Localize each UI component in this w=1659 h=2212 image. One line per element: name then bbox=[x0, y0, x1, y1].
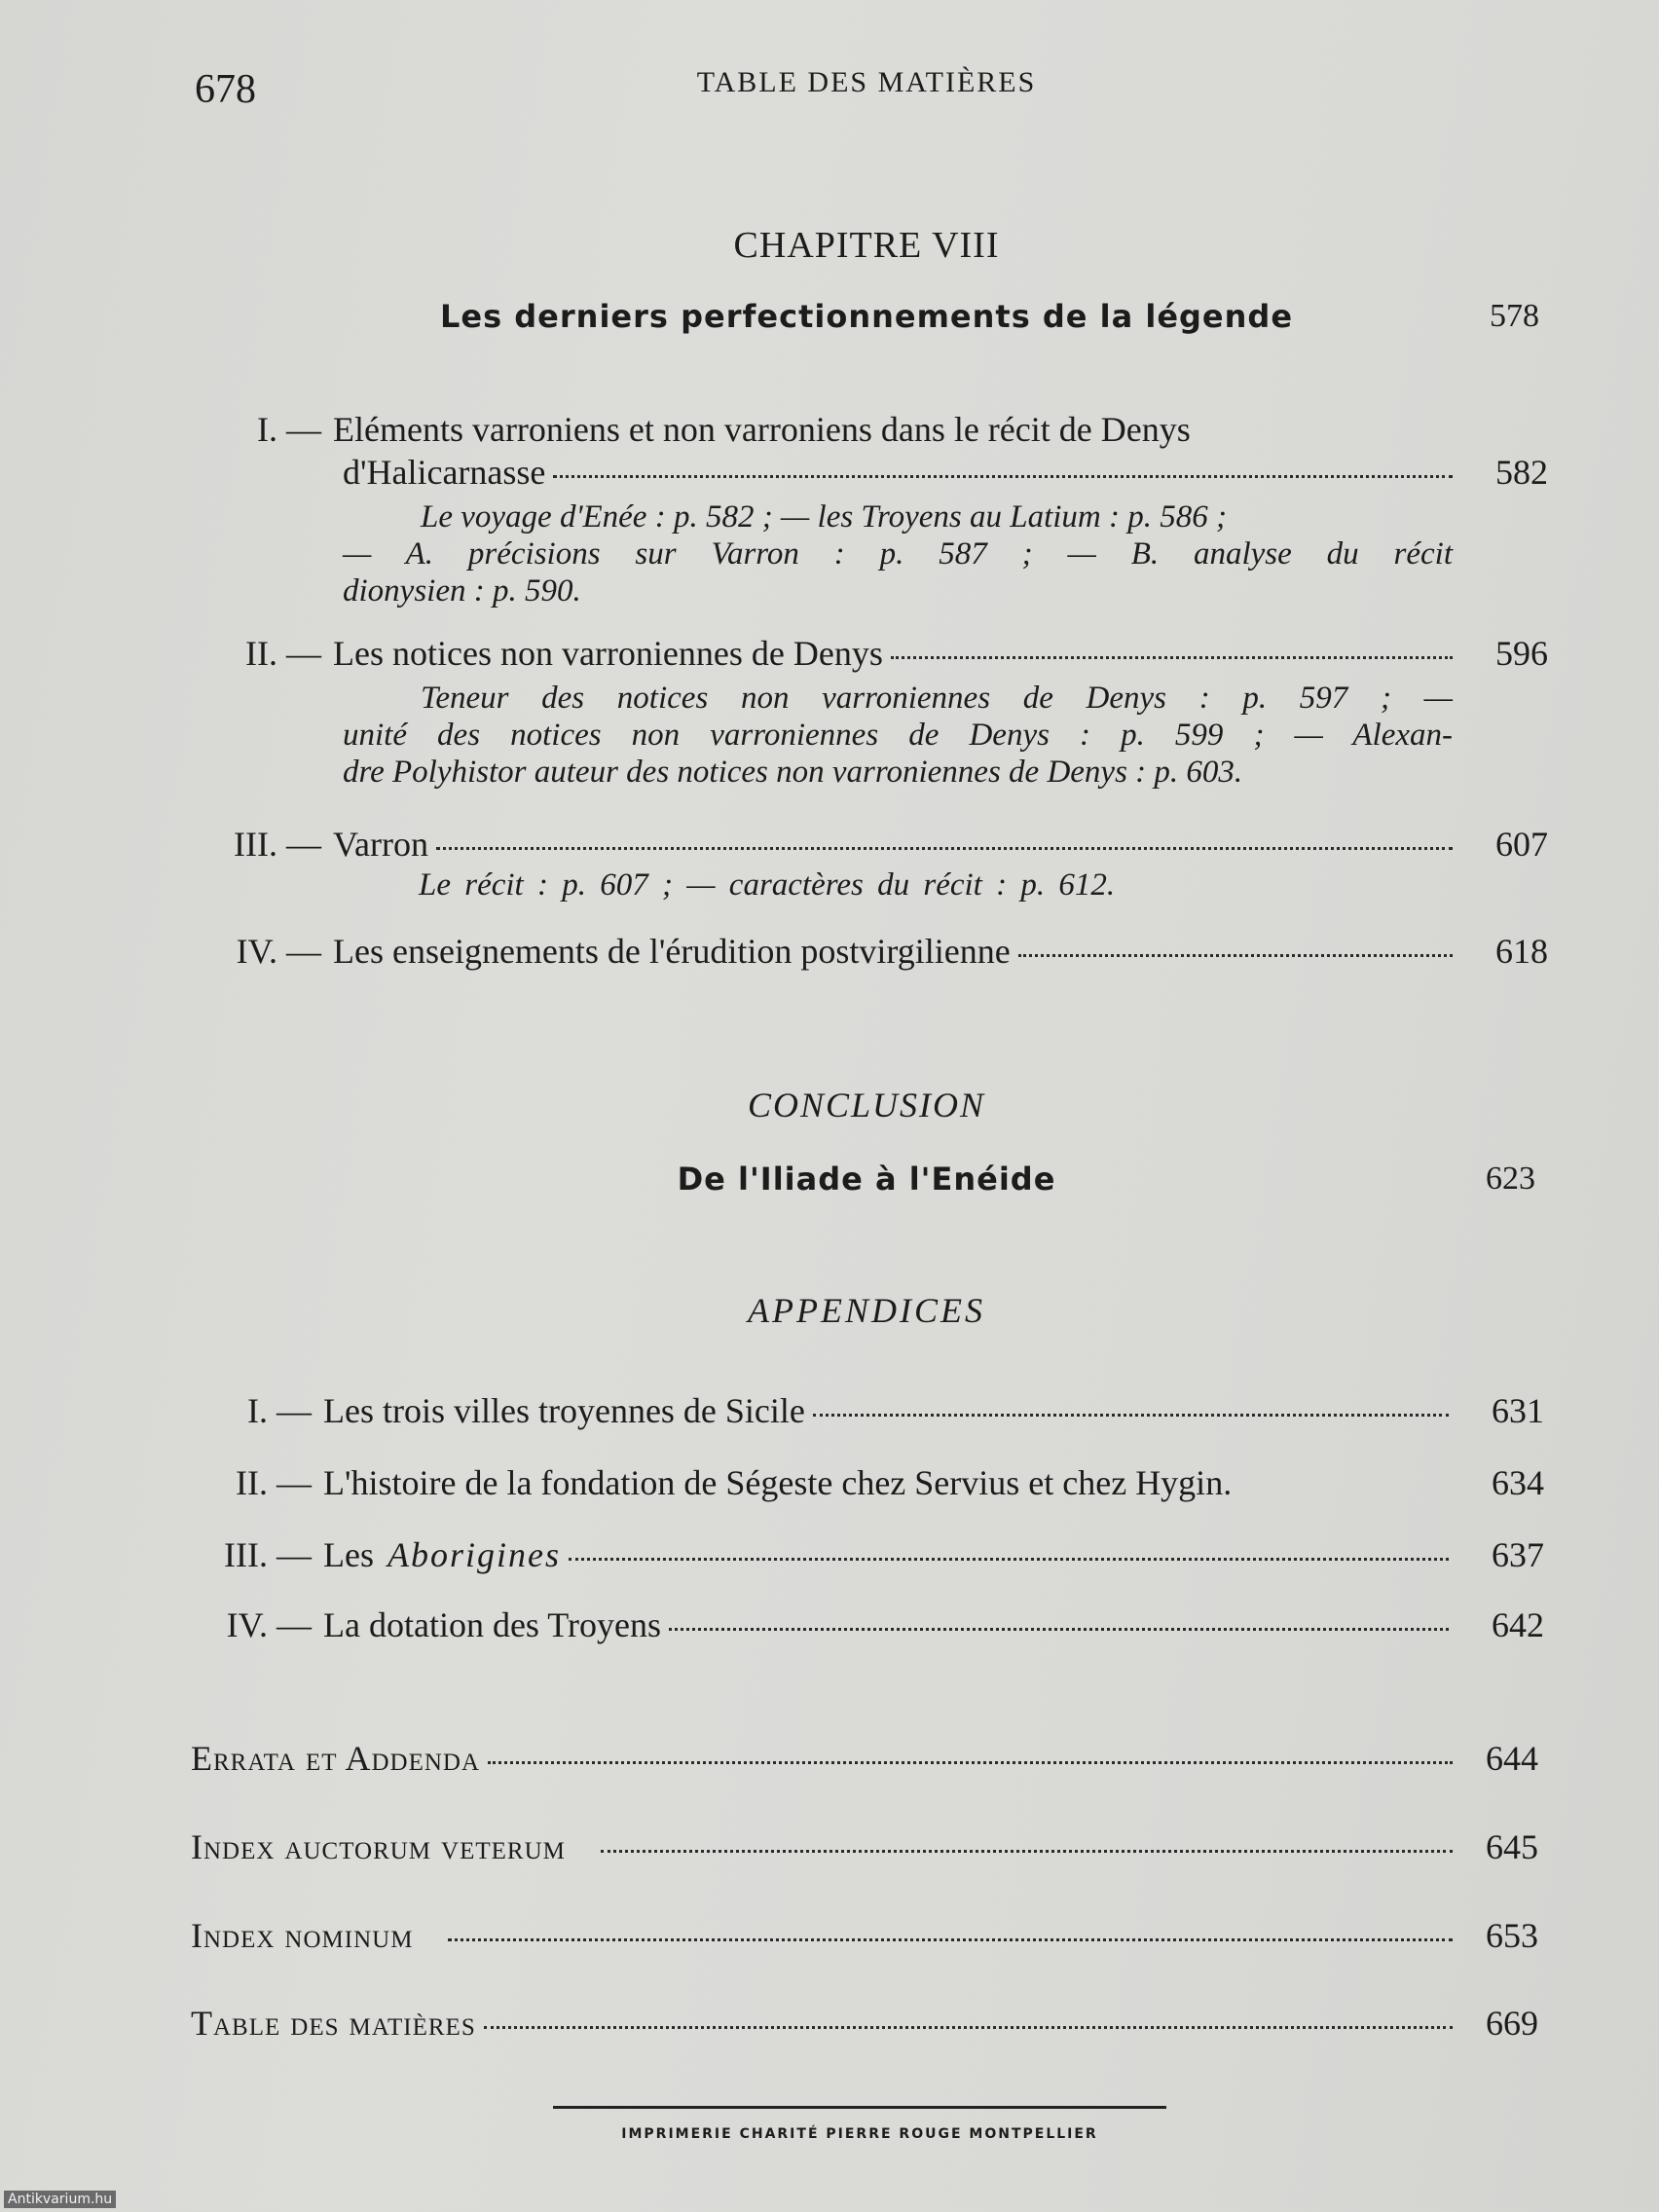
section-number: III. — bbox=[234, 825, 321, 864]
back-matter-page: 645 bbox=[1486, 1827, 1538, 1866]
appendix-page: 631 bbox=[1492, 1391, 1544, 1430]
chapter-title: CHAPITRE VIII bbox=[733, 225, 1000, 266]
dot-leader bbox=[1018, 954, 1453, 957]
section-title: Les notices non varroniennes de Denys bbox=[333, 634, 883, 673]
back-matter-page: 644 bbox=[1486, 1739, 1538, 1778]
back-matter-title: Index auctorum veterum bbox=[191, 1827, 566, 1866]
appendix-title: La dotation des Troyens bbox=[323, 1605, 661, 1644]
dot-leader bbox=[569, 1558, 1449, 1561]
back-matter-table bbox=[191, 2003, 1538, 2044]
back-matter-title: Index nominum bbox=[191, 1916, 414, 1955]
dot-leader bbox=[601, 1850, 1453, 1853]
toc-entry-section-4 bbox=[185, 931, 1548, 972]
dot-leader bbox=[891, 656, 1453, 659]
section-number: IV. — bbox=[236, 932, 321, 971]
appendix-number: I. — bbox=[247, 1391, 312, 1430]
appendix-entry-3 bbox=[185, 1534, 1544, 1575]
section-title: Eléments varroniens et non varroniens dans le récit de Denys bbox=[333, 410, 1191, 449]
conclusion-page: 623 bbox=[1486, 1161, 1535, 1197]
section-note bbox=[224, 498, 1453, 609]
printer-imprint: IMPRIMERIE CHARITÉ PIERRE ROUGE MONTPELLIER bbox=[621, 2126, 1098, 2142]
dot-leader bbox=[669, 1628, 1449, 1631]
appendix-entry-1 bbox=[185, 1390, 1544, 1431]
appendix-page: 642 bbox=[1492, 1605, 1544, 1644]
footer-rule bbox=[553, 2106, 1166, 2109]
section-page: 596 bbox=[1495, 634, 1548, 673]
note-line: dionysien : p. 590. bbox=[343, 573, 581, 608]
appendices-heading: APPENDICES bbox=[748, 1291, 985, 1330]
dot-leader bbox=[553, 475, 1453, 478]
watermark: Antikvarium.hu bbox=[4, 2191, 116, 2208]
appendix-page: 637 bbox=[1492, 1535, 1544, 1574]
back-matter-errata bbox=[191, 1738, 1538, 1779]
section-title: Les enseignements de l'érudition postvirgilienne bbox=[333, 932, 1011, 971]
dot-leader bbox=[488, 1761, 1453, 1764]
section-note bbox=[224, 680, 1453, 791]
running-title: TABLE DES MATIÈRES bbox=[696, 66, 1037, 98]
page-number: 678 bbox=[195, 67, 256, 112]
back-matter-page: 653 bbox=[1486, 1916, 1538, 1955]
toc-entry-section-1 bbox=[224, 409, 1548, 609]
toc-entry-section-3 bbox=[185, 824, 1548, 903]
section-page: 618 bbox=[1495, 932, 1548, 971]
back-matter-title: Table des matières bbox=[191, 2004, 476, 2043]
appendix-entry-4 bbox=[185, 1604, 1544, 1645]
back-matter-page: 669 bbox=[1486, 2004, 1538, 2043]
dot-leader bbox=[813, 1414, 1449, 1417]
note-line: — A. précisions sur Varron : p. 587 ; — B. analyse du récit bbox=[343, 536, 1453, 571]
section-number: II. — bbox=[245, 634, 321, 673]
section-page: 607 bbox=[1495, 825, 1548, 864]
note-line: Le voyage d'Enée : p. 582 ; — les Troyens au Latium : p. 586 ; bbox=[421, 499, 1227, 535]
note-line: Teneur des notices non varroniennes de Denys : p. 597 ; — bbox=[421, 681, 1453, 716]
section-title-continued: d'Halicarnasse bbox=[343, 453, 546, 492]
note-line: unité des notices non varroniennes de Denys : p. 599 ; — Alexan- bbox=[343, 718, 1453, 753]
section-number: I. — bbox=[257, 410, 321, 449]
chapter-subtitle: Les derniers perfectionnements de la légende bbox=[439, 298, 1294, 335]
section-note: Le récit : p. 607 ; — caractères du récit : p. 612. bbox=[419, 867, 1116, 903]
dot-leader bbox=[436, 847, 1453, 850]
conclusion-heading: CONCLUSION bbox=[747, 1086, 986, 1124]
chapter-page: 578 bbox=[1490, 298, 1539, 334]
appendix-title: L'histoire de la fondation de Ségeste chez Servius et chez Hygin. bbox=[323, 1463, 1233, 1502]
back-matter-index-nominum bbox=[191, 1915, 1538, 1956]
section-title: Varron bbox=[333, 825, 428, 864]
appendix-number: II. — bbox=[236, 1463, 312, 1502]
back-matter-index-auctorum bbox=[191, 1826, 1538, 1867]
toc-entry-section-2 bbox=[224, 633, 1548, 791]
appendix-title-italic: Aborigines bbox=[387, 1535, 561, 1574]
appendix-entry-2 bbox=[185, 1462, 1544, 1503]
dot-leader bbox=[448, 1938, 1453, 1941]
dot-leader bbox=[484, 2026, 1453, 2029]
back-matter-title: Errata et Addenda bbox=[191, 1739, 481, 1778]
appendix-title-prefix: Les bbox=[323, 1535, 374, 1574]
appendix-number: IV. — bbox=[226, 1605, 312, 1644]
appendix-page: 634 bbox=[1492, 1463, 1544, 1502]
appendix-number: III. — bbox=[224, 1535, 312, 1574]
section-page: 582 bbox=[1495, 453, 1548, 492]
note-line: dre Polyhistor auteur des notices non varroniennes de Denys : p. 603. bbox=[343, 755, 1243, 790]
conclusion-title: De l'Iliade à l'Enéide bbox=[677, 1161, 1056, 1198]
appendix-title: Les trois villes troyennes de Sicile bbox=[323, 1391, 805, 1430]
